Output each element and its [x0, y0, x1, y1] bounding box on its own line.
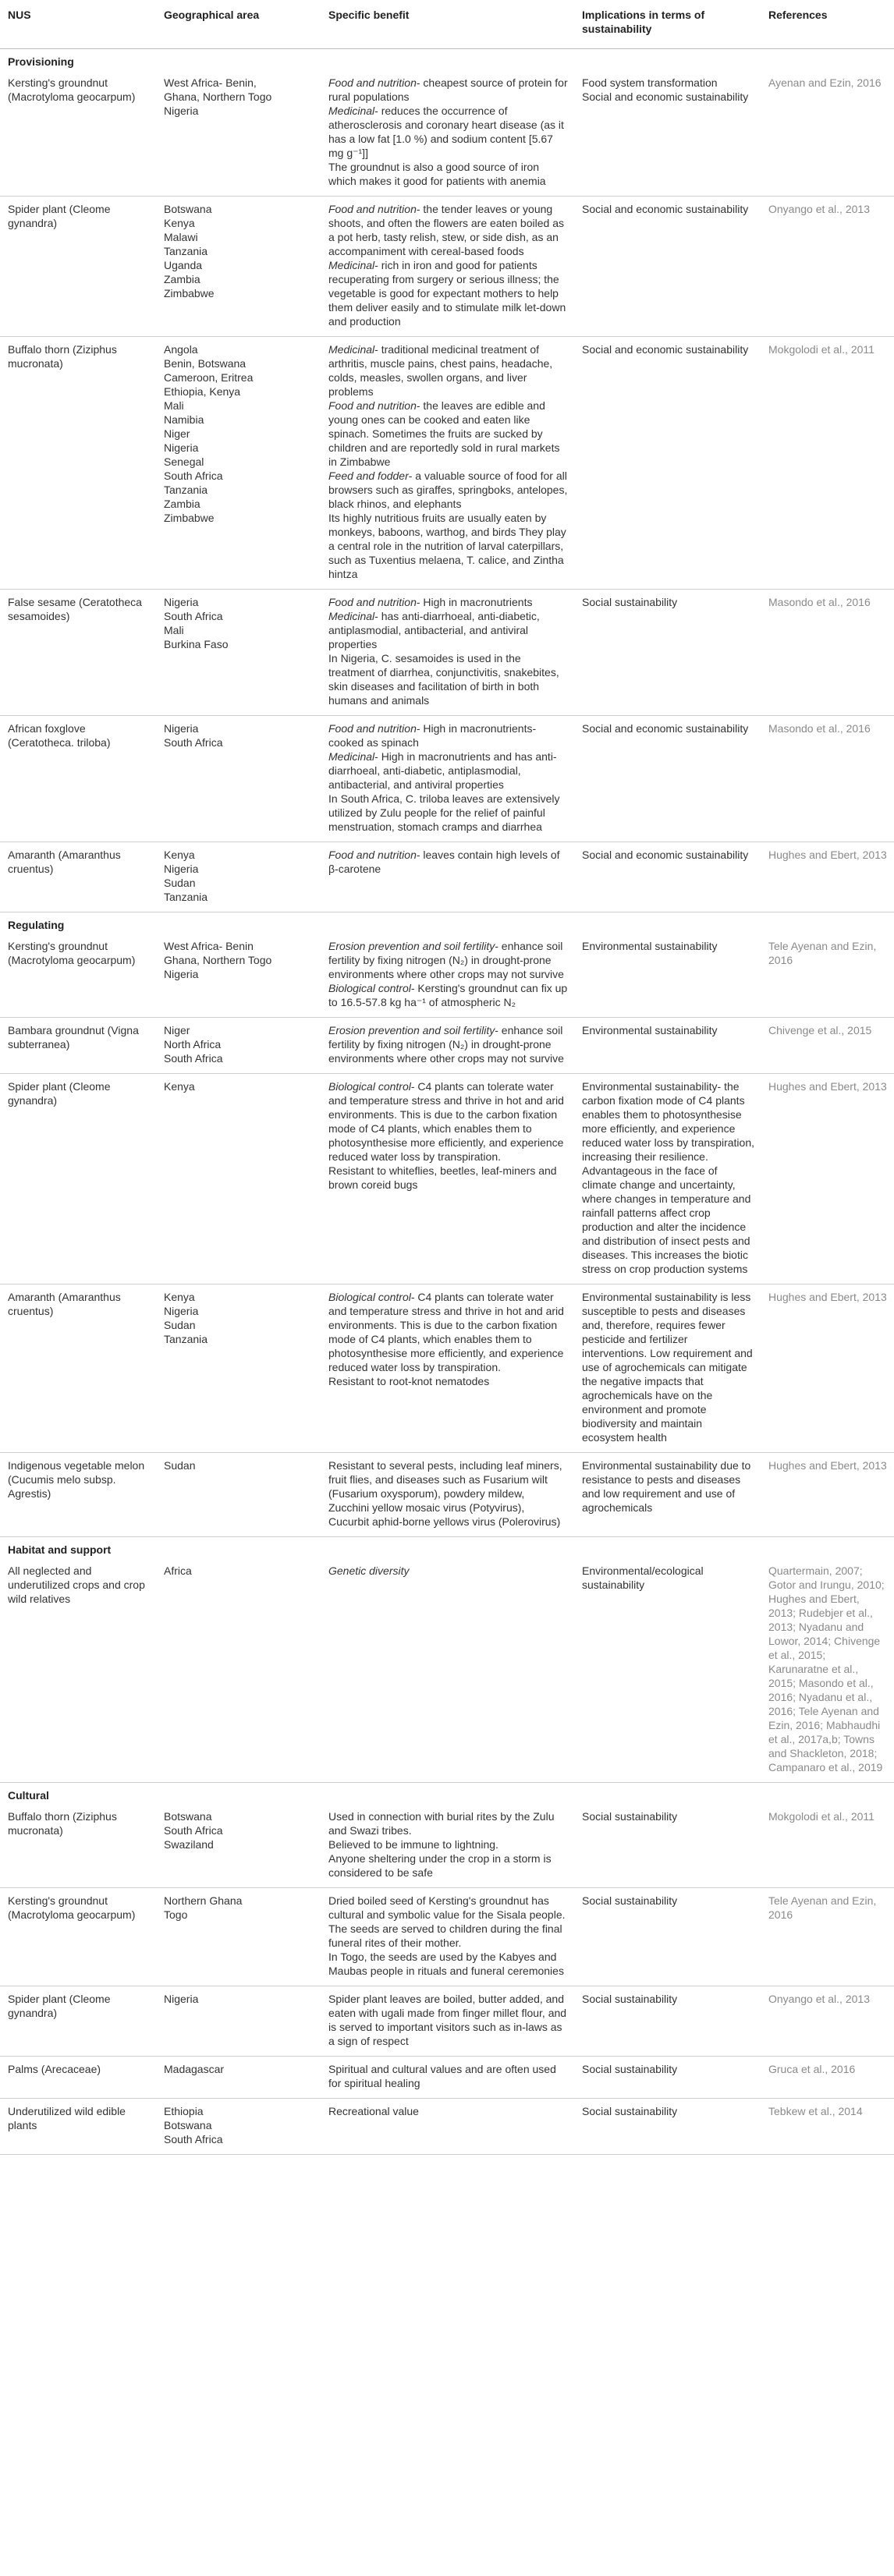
implication-line: Environmental/ecological sustainability — [582, 1564, 704, 1591]
benefit-label: Food and nutrition — [328, 596, 417, 608]
area-line: Tanzania — [164, 891, 208, 903]
cell-geographical-area — [156, 1888, 321, 1986]
implication-line: Social and economic sustainability — [582, 849, 749, 861]
benefit-text: Resistant to several pests, including leaf miners, fruit flies, and diseases such as Fusarium wilt (Fusarium oxysporum), powdery mildew, Zucchini yellow mosaic virus (Potyvirus), Cucurbit aphid-borne yellows virus (Polerovirus) — [328, 1459, 562, 1528]
implication-line: Social and economic sustainability — [582, 203, 749, 215]
header-nus: NUS — [0, 0, 156, 49]
benefit-line — [328, 1992, 568, 2048]
benefit-line — [328, 399, 568, 469]
table-row — [0, 1804, 894, 1888]
benefit-line — [328, 202, 568, 258]
header-specific-benefit: Specific benefit — [321, 0, 574, 49]
benefit-label: Erosion prevention and soil fertility — [328, 1024, 495, 1036]
benefit-line — [328, 1950, 568, 1978]
cell-specific-benefit — [321, 716, 574, 842]
benefit-text: - enhance soil fertility by fixing nitrogen (N₂) in drought-prone environments where other crops may not survive — [328, 1024, 564, 1065]
cell-nus: Spider plant (Cleome gynandra) — [0, 1074, 156, 1284]
benefit-text: - rich in iron and good for patients recuperating from surgery or serious illness; the vegetable is good for expectant mothers to help them deliver easily and to stimulate milk let-down and production — [328, 259, 566, 328]
benefit-label: Biological control — [328, 1080, 411, 1093]
cell-references: Masondo et al., 2016 — [761, 716, 894, 842]
cell-references: Mokgolodi et al., 2011 — [761, 1804, 894, 1888]
benefit-label: Medicinal — [328, 343, 375, 356]
area-line: Tanzania — [164, 1333, 208, 1345]
table-row — [0, 1453, 894, 1537]
benefit-label: Food and nutrition — [328, 203, 417, 215]
cell-nus: Amaranth (Amaranthus cruentus) — [0, 842, 156, 912]
area-line: Sudan — [164, 1319, 196, 1331]
section-title: Habitat and support — [8, 1543, 112, 1556]
area-line: West Africa- Benin, — [164, 76, 257, 89]
cell-specific-benefit — [321, 1284, 574, 1453]
cell-implications — [574, 2099, 761, 2155]
area-line: Nigeria — [164, 596, 199, 608]
cell-geographical-area — [156, 1558, 321, 1783]
benefit-line — [328, 342, 568, 399]
benefit-label: Feed and fodder — [328, 469, 409, 482]
benefit-line — [328, 1079, 568, 1164]
benefit-line — [328, 848, 568, 876]
table-header-row — [0, 0, 894, 49]
cell-specific-benefit — [321, 2099, 574, 2155]
benefit-line — [328, 651, 568, 707]
cell-implications — [574, 1558, 761, 1783]
benefit-line — [328, 104, 568, 160]
benefit-text: Recreational value — [328, 2105, 419, 2117]
benefit-label: Food and nutrition — [328, 399, 417, 412]
implication-line: Social and economic sustainability — [582, 722, 749, 735]
area-line: Kenya — [164, 1080, 195, 1093]
benefit-label: Medicinal — [328, 259, 375, 271]
cell-references: Quartermain, 2007; Gotor and Irungu, 2010; Hughes and Ebert, 2013; Rudebjer et al., 2013; Nyadanu and Lowor, 2014; Chivenge et al., 2015; Karunaratne et al., 2015; Masondo et al., 2016; Nyadanu et al., 2016; Tele Ayenan and Ezin, 2016; Mabhaudhi et al., 2017a,b; Towns and Shackleton, 2018; Campanaro et al., 2019 — [761, 1558, 894, 1783]
cell-geographical-area — [156, 1986, 321, 2057]
cell-nus: All neglected and underutilized crops and crop wild relatives — [0, 1558, 156, 1783]
cell-implications — [574, 590, 761, 716]
area-line: Tanzania — [164, 484, 208, 496]
benefit-line — [328, 1809, 568, 1837]
area-line: Zambia — [164, 498, 200, 510]
implication-line: Social sustainability — [582, 2063, 678, 2075]
table-row — [0, 1018, 894, 1074]
benefit-line — [328, 1164, 568, 1192]
cell-geographical-area — [156, 1804, 321, 1888]
area-line: Mali — [164, 624, 184, 636]
cell-geographical-area — [156, 2099, 321, 2155]
cell-specific-benefit — [321, 1804, 574, 1888]
section-row — [0, 49, 894, 71]
cell-specific-benefit — [321, 1888, 574, 1986]
benefit-line — [328, 160, 568, 188]
cell-references: Hughes and Ebert, 2013 — [761, 1284, 894, 1453]
benefit-line — [328, 511, 568, 581]
area-line: Kenya — [164, 217, 195, 229]
area-line: Nigeria — [164, 722, 199, 735]
cell-nus: Buffalo thorn (Ziziphus mucronata) — [0, 1804, 156, 1888]
area-line: Northern Ghana — [164, 1894, 243, 1907]
area-line: South Africa — [164, 736, 223, 749]
cell-references: Tele Ayenan and Ezin, 2016 — [761, 1888, 894, 1986]
benefit-line — [328, 981, 568, 1009]
cell-implications — [574, 842, 761, 912]
area-line: Benin, Botswana — [164, 357, 247, 370]
benefit-label: Medicinal — [328, 105, 375, 117]
cell-geographical-area — [156, 70, 321, 197]
table-body — [0, 49, 894, 2155]
implication-line: Social sustainability — [582, 596, 678, 608]
cell-specific-benefit — [321, 70, 574, 197]
area-line: North Africa — [164, 1038, 222, 1051]
benefit-label: Erosion prevention and soil fertility — [328, 940, 495, 952]
benefit-line — [328, 76, 568, 104]
cell-specific-benefit — [321, 1986, 574, 2057]
table-row — [0, 1284, 894, 1453]
benefit-line — [328, 1564, 568, 1578]
header-geographical-area: Geographical area — [156, 0, 321, 49]
cell-implications — [574, 1074, 761, 1284]
benefit-text: In South Africa, C. triloba leaves are extensively utilized by Zulu people for the relief of painful menstruation, stomach cramps and diarrhea — [328, 792, 560, 833]
area-line: Nigeria — [164, 441, 199, 454]
area-line: Ethiopia — [164, 2105, 204, 2117]
benefit-line — [328, 749, 568, 792]
area-line: Burkina Faso — [164, 638, 229, 650]
table-row — [0, 1986, 894, 2057]
benefit-line — [328, 595, 568, 609]
area-line: Uganda — [164, 259, 203, 271]
benefit-line — [328, 939, 568, 981]
area-line: South Africa — [164, 469, 223, 482]
benefit-label: Medicinal — [328, 610, 375, 622]
cell-nus: African foxglove (Ceratotheca. triloba) — [0, 716, 156, 842]
implication-line: Environmental sustainability due to resistance to pests and diseases and low requirement and use of agrochemicals — [582, 1459, 751, 1514]
table-row — [0, 2099, 894, 2155]
benefit-label: Medicinal — [328, 750, 375, 763]
cell-geographical-area — [156, 2057, 321, 2099]
implication-line: Environmental sustainability — [582, 940, 718, 952]
cell-geographical-area — [156, 1284, 321, 1453]
table-row — [0, 197, 894, 337]
cell-specific-benefit — [321, 197, 574, 337]
cell-nus: Spider plant (Cleome gynandra) — [0, 1986, 156, 2057]
cell-implications — [574, 934, 761, 1018]
section-title: Regulating — [8, 919, 65, 931]
cell-specific-benefit — [321, 337, 574, 590]
section-title: Provisioning — [8, 55, 74, 68]
cell-geographical-area — [156, 716, 321, 842]
benefit-label: Biological control — [328, 982, 411, 994]
area-line: Nigeria — [164, 1993, 199, 2005]
area-line: West Africa- Benin — [164, 940, 254, 952]
benefit-line — [328, 1023, 568, 1065]
area-line: Kenya — [164, 1291, 195, 1303]
header-references: References — [761, 0, 894, 49]
area-line: Niger — [164, 1024, 190, 1036]
cell-references: Onyango et al., 2013 — [761, 1986, 894, 2057]
cell-references: Ayenan and Ezin, 2016 — [761, 70, 894, 197]
cell-specific-benefit — [321, 1453, 574, 1537]
benefit-text: - has anti-diarrhoeal, anti-diabetic, antiplasmodial, antibacterial, and antiviral properties — [328, 610, 540, 650]
area-line: Zimbabwe — [164, 512, 215, 524]
cell-nus: Palms (Arecaceae) — [0, 2057, 156, 2099]
implication-line: Social and economic sustainability — [582, 90, 749, 103]
area-line: Kenya — [164, 849, 195, 861]
cell-implications — [574, 337, 761, 590]
benefit-label: Food and nutrition — [328, 722, 417, 735]
table-row — [0, 2057, 894, 2099]
benefit-text: - enhance soil fertility by fixing nitrogen (N₂) in drought-prone environments where other crops may not survive — [328, 940, 564, 980]
section-row — [0, 1783, 894, 1805]
cell-nus: Amaranth (Amaranthus cruentus) — [0, 1284, 156, 1453]
area-line: Sudan — [164, 1459, 196, 1472]
benefit-line — [328, 792, 568, 834]
cell-geographical-area — [156, 1074, 321, 1284]
table-row — [0, 337, 894, 590]
area-line: Botswana — [164, 203, 212, 215]
cell-implications — [574, 2057, 761, 2099]
benefit-label: Biological control — [328, 1291, 411, 1303]
benefit-text: - High in macronutrients and has anti-diarrhoeal, anti-diabetic, antiplasmodial, antibacterial, and antiviral properties — [328, 750, 557, 791]
implication-line: Social sustainability — [582, 1894, 678, 1907]
benefit-text: - Kersting's groundnut can fix up to 16.5-57.8 kg ha⁻¹ of atmospheric N₂ — [328, 982, 568, 1008]
benefit-line — [328, 469, 568, 511]
area-line: Malawi — [164, 231, 198, 243]
cell-geographical-area — [156, 1018, 321, 1074]
cell-implications — [574, 716, 761, 842]
benefit-text: - the tender leaves or young shoots, and often the flowers are eaten boiled as a pot herb, tasty relish, stew, or side dish, as an accompaniment with cereal-based foods — [328, 203, 564, 257]
benefit-line — [328, 1290, 568, 1374]
benefit-text: Its highly nutritious fruits are usually eaten by monkeys, baboons, warthog, and birds They play a central role in the nutrition of larval caterpillars, such as Tuxentius melaena, T. calice, and Zintha hintza — [328, 512, 566, 580]
benefit-text: Anyone sheltering under the crop in a storm is considered to be safe — [328, 1852, 552, 1879]
cell-nus: Indigenous vegetable melon (Cucumis melo subsp. Agrestis) — [0, 1453, 156, 1537]
benefit-text: Resistant to root-knot nematodes — [328, 1375, 490, 1387]
area-line: Sudan — [164, 877, 196, 889]
cell-geographical-area — [156, 590, 321, 716]
cell-implications — [574, 197, 761, 337]
cell-references: Masondo et al., 2016 — [761, 590, 894, 716]
benefit-text: - C4 plants can tolerate water and temperature stress and thrive in hot and arid environments. This is due to the carbon fixation mode of C4 plants, which enables them to photosynthesise more efficiently, and experience reduced water loss by transpiration. — [328, 1291, 564, 1373]
implication-line: Food system transformation — [582, 76, 718, 89]
area-line: South Africa — [164, 610, 223, 622]
implication-line: Environmental sustainability is less susceptible to pests and diseases and, therefore, requires fewer pesticide and fertilizer interventions. Low requirement and use of agrochemicals can mitigate the negative impacts that agrochemicals have on the environment and promote biodiversity and maintain ecosystem health — [582, 1291, 753, 1444]
cell-nus: False sesame (Ceratotheca sesamoides) — [0, 590, 156, 716]
benefit-label: Food and nutrition — [328, 849, 417, 861]
benefit-line — [328, 2062, 568, 2090]
benefit-text: - a valuable source of food for all browsers such as giraffes, springboks, antelopes, black rhinos, and elephants — [328, 469, 568, 510]
area-line: South Africa — [164, 2133, 223, 2145]
cell-geographical-area — [156, 842, 321, 912]
table-row — [0, 934, 894, 1018]
benefit-text: Spiritual and cultural values and are often used for spiritual healing — [328, 2063, 556, 2089]
implication-line: Social sustainability — [582, 2105, 678, 2117]
cell-nus: Kersting's groundnut (Macrotyloma geocarpum) — [0, 934, 156, 1018]
cell-references: Hughes and Ebert, 2013 — [761, 1453, 894, 1537]
cell-nus: Buffalo thorn (Ziziphus mucronata) — [0, 337, 156, 590]
cell-specific-benefit — [321, 842, 574, 912]
area-line: South Africa — [164, 1824, 223, 1837]
benefit-text: Spider plant leaves are boiled, butter added, and eaten with ugali made from finger millet flour, and is served to important visitors such as in-laws as a sign of respect — [328, 1993, 567, 2047]
benefit-text: - leaves contain high levels of β-carotene — [328, 849, 560, 875]
implication-line: Advantageous in the face of climate change and uncertainty, where changes in temperature and rainfall patterns affect crop production and alter the incidence and distribution of insect pests and diseases. This increases the biotic stress on crop production systems — [582, 1164, 751, 1275]
benefit-text: Believed to be immune to lightning. — [328, 1838, 498, 1851]
cell-nus: Kersting's groundnut (Macrotyloma geocarpum) — [0, 70, 156, 197]
area-line: Botswana — [164, 1810, 212, 1823]
area-line: Nigeria — [164, 968, 199, 980]
area-line: Madagascar — [164, 2063, 225, 2075]
benefit-text: - C4 plants can tolerate water and temperature stress and thrive in hot and arid environments. This is due to the carbon fixation mode of C4 plants, which enables them to photosynthesise more efficiently, and experience reduced water loss by transpiration. — [328, 1080, 564, 1163]
benefit-text: - the leaves are edible and young ones can be cooked and eaten like spinach. Sometimes the fruits are sucked by children and are reportedly sold in rural markets in Zimbabwe — [328, 399, 560, 468]
area-line: Mali — [164, 399, 184, 412]
table-row — [0, 70, 894, 197]
cell-implications — [574, 1284, 761, 1453]
benefit-text: Dried boiled seed of Kersting's groundnut has cultural and symbolic value for the Sisala people. The seeds are served to children during the final funeral rites of their mother. — [328, 1894, 566, 1949]
benefit-line — [328, 609, 568, 651]
benefit-line — [328, 1458, 568, 1529]
area-line: Namibia — [164, 413, 204, 426]
area-line: Ghana, Northern Togo — [164, 90, 272, 103]
cell-references: Tele Ayenan and Ezin, 2016 — [761, 934, 894, 1018]
benefit-line — [328, 2104, 568, 2118]
area-line: Togo — [164, 1908, 188, 1921]
benefit-label: Genetic diversity — [328, 1564, 410, 1577]
benefit-text: - cheapest source of protein for rural populations — [328, 76, 568, 103]
benefit-line — [328, 1374, 568, 1388]
benefit-line — [328, 1837, 568, 1851]
area-line: Cameroon, Eritrea — [164, 371, 254, 384]
benefit-text: In Togo, the seeds are used by the Kabyes and Maubas people in rituals and funeral ceremonies — [328, 1951, 564, 1977]
area-line: Nigeria — [164, 1305, 199, 1317]
cell-implications — [574, 1986, 761, 2057]
implication-line: Social sustainability — [582, 1810, 678, 1823]
cell-references: Hughes and Ebert, 2013 — [761, 1074, 894, 1284]
area-line: Nigeria — [164, 863, 199, 875]
benefit-text: In Nigeria, C. sesamoides is used in the treatment of diarrhea, conjunctivitis, snakebites, skin diseases and facilitation of birth in both humans and animals — [328, 652, 559, 707]
cell-geographical-area — [156, 197, 321, 337]
cell-implications — [574, 70, 761, 197]
table-row — [0, 1558, 894, 1783]
benefit-line — [328, 258, 568, 328]
area-line: Niger — [164, 427, 190, 440]
benefit-text: The groundnut is also a good source of iron which makes it good for patients with anemia — [328, 161, 546, 187]
cell-references: Gruca et al., 2016 — [761, 2057, 894, 2099]
cell-specific-benefit — [321, 590, 574, 716]
benefit-line — [328, 721, 568, 749]
table-row — [0, 590, 894, 716]
benefit-label: Food and nutrition — [328, 76, 417, 89]
cell-nus: Bambara groundnut (Vigna subterranea) — [0, 1018, 156, 1074]
cell-implications — [574, 1804, 761, 1888]
implication-line: Environmental sustainability — [582, 1024, 718, 1036]
benefit-line — [328, 1851, 568, 1880]
cell-references: Tebkew et al., 2014 — [761, 2099, 894, 2155]
benefit-text: Used in connection with burial rites by the Zulu and Swazi tribes. — [328, 1810, 555, 1837]
cell-implications — [574, 1018, 761, 1074]
area-line: Senegal — [164, 455, 204, 468]
area-line: Zambia — [164, 273, 200, 285]
area-line: Botswana — [164, 2119, 212, 2131]
benefit-line — [328, 1894, 568, 1950]
table-row — [0, 716, 894, 842]
cell-nus: Kersting's groundnut (Macrotyloma geocarpum) — [0, 1888, 156, 1986]
cell-specific-benefit — [321, 1018, 574, 1074]
table-row — [0, 1074, 894, 1284]
implication-line: Social and economic sustainability — [582, 343, 749, 356]
area-line: Ethiopia, Kenya — [164, 385, 241, 398]
benefit-text: - High in macronutrients — [416, 596, 533, 608]
implication-line: Environmental sustainability- the carbon fixation mode of C4 plants enables them to photosynthesise more efficiently, and experience reduced water loss by transpiration, increasing their resilience. — [582, 1080, 754, 1163]
cell-nus: Underutilized wild edible plants — [0, 2099, 156, 2155]
section-row — [0, 912, 894, 934]
implication-line: Social sustainability — [582, 1993, 678, 2005]
section-title: Cultural — [8, 1789, 49, 1802]
section-row — [0, 1537, 894, 1559]
cell-nus: Spider plant (Cleome gynandra) — [0, 197, 156, 337]
cell-specific-benefit — [321, 1074, 574, 1284]
header-implications: Implications in terms of sustainability — [574, 0, 761, 49]
cell-specific-benefit — [321, 1558, 574, 1783]
cell-geographical-area — [156, 1453, 321, 1537]
area-line: Tanzania — [164, 245, 208, 257]
area-line: Nigeria — [164, 105, 199, 117]
cell-references: Mokgolodi et al., 2011 — [761, 337, 894, 590]
cell-geographical-area — [156, 337, 321, 590]
cell-specific-benefit — [321, 934, 574, 1018]
benefit-text: - reduces the occurrence of atherosclerosis and coronary heart disease (as it has a low fat [1.0 %) and sodium content [5.67 mg g⁻¹]] — [328, 105, 564, 159]
cell-implications — [574, 1453, 761, 1537]
cell-references: Chivenge et al., 2015 — [761, 1018, 894, 1074]
area-line: Swaziland — [164, 1838, 214, 1851]
area-line: South Africa — [164, 1052, 223, 1065]
benefit-text: Resistant to whiteflies, beetles, leaf-miners and brown coreid bugs — [328, 1164, 557, 1191]
area-line: Africa — [164, 1564, 192, 1577]
area-line: Angola — [164, 343, 198, 356]
table-row — [0, 1888, 894, 1986]
area-line: Zimbabwe — [164, 287, 215, 299]
cell-references: Hughes and Ebert, 2013 — [761, 842, 894, 912]
cell-references: Onyango et al., 2013 — [761, 197, 894, 337]
area-line: Ghana, Northern Togo — [164, 954, 272, 966]
table-row — [0, 842, 894, 912]
cell-geographical-area — [156, 934, 321, 1018]
cell-specific-benefit — [321, 2057, 574, 2099]
benefit-text: - High in macronutrients- cooked as spinach — [328, 722, 537, 749]
cell-implications — [574, 1888, 761, 1986]
benefit-text: - traditional medicinal treatment of arthritis, muscle pains, chest pains, headache, colds, measles, swollen organs, and liver problems — [328, 343, 553, 398]
